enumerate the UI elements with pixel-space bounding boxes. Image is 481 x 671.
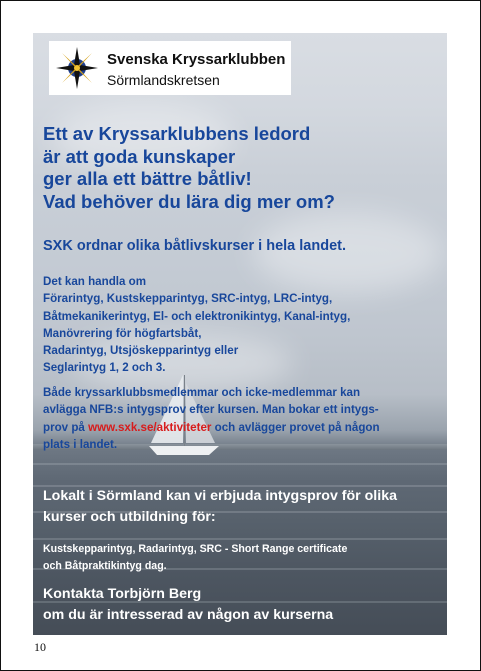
- logo-title: Svenska Kryssarklubben: [107, 51, 286, 68]
- certificate-line: och Båtpraktikintyg dag.: [43, 559, 167, 572]
- members-line: Både kryssarklubbsmedlemmar och icke-medlemmar kan: [43, 386, 361, 399]
- course-line: Det kan handla om: [43, 275, 147, 288]
- members-text: prov på: [43, 420, 89, 434]
- contact-line: Kontakta Torbjörn Berg: [43, 586, 202, 602]
- course-line: Förarintyg, Kustskepparintyg, SRC-intyg, LRC-intyg,: [43, 292, 333, 306]
- poster: [33, 33, 447, 635]
- wave: [33, 538, 447, 540]
- main-heading: [43, 123, 443, 213]
- contact-info: [43, 584, 333, 625]
- course-list: [43, 273, 350, 377]
- heading-line: är att goda kunskaper: [43, 145, 236, 167]
- club-logo: [49, 41, 291, 95]
- certificate-line: Kustskepparintyg, Radarintyg, SRC - Short Range certificate: [43, 543, 348, 555]
- local-line: kurser och utbildning för:: [43, 508, 216, 525]
- contact-line: om du är intresserad av någon av kurserna: [43, 606, 334, 623]
- heading-line: Ett av Kryssarklubbens ledord: [43, 123, 311, 144]
- page-number: 10: [34, 640, 46, 654]
- local-offer: [43, 486, 397, 527]
- course-line: Radarintyg, Utsjöskepparintyg eller: [43, 344, 239, 358]
- members-paragraph: [43, 384, 447, 453]
- members-line: [43, 419, 447, 436]
- members-line: avlägga NFB:s intygsprov efter kursen. Man bokar ett intygs-: [43, 403, 379, 417]
- wave: [33, 463, 447, 465]
- logo-subtitle: Sörmlandskretsen: [107, 72, 220, 88]
- course-line: Båtmekanikerintyg, El- och elektronikintyg, Kanal-intyg,: [43, 309, 351, 323]
- local-line: Lokalt i Sörmland kan vi erbjuda intygsprov för olika: [43, 488, 397, 504]
- heading-line: Vad behöver du lära dig mer om?: [43, 190, 335, 212]
- activities-link[interactable]: www.sxk.se/aktiviteter: [88, 420, 212, 434]
- compass-rose-icon: [55, 46, 99, 90]
- course-line: Manövrering för högfartsbåt,: [43, 326, 202, 340]
- members-text: och avlägger provet på någon: [211, 420, 380, 434]
- certificate-list: [43, 541, 347, 574]
- subheading: SXK ordnar olika båtlivskurser i hela landet.: [43, 238, 346, 254]
- course-line: Seglarintyg 1, 2 och 3.: [43, 361, 166, 375]
- members-line: plats i landet.: [43, 437, 118, 451]
- heading-line: ger alla ett bättre båtliv!: [43, 168, 252, 189]
